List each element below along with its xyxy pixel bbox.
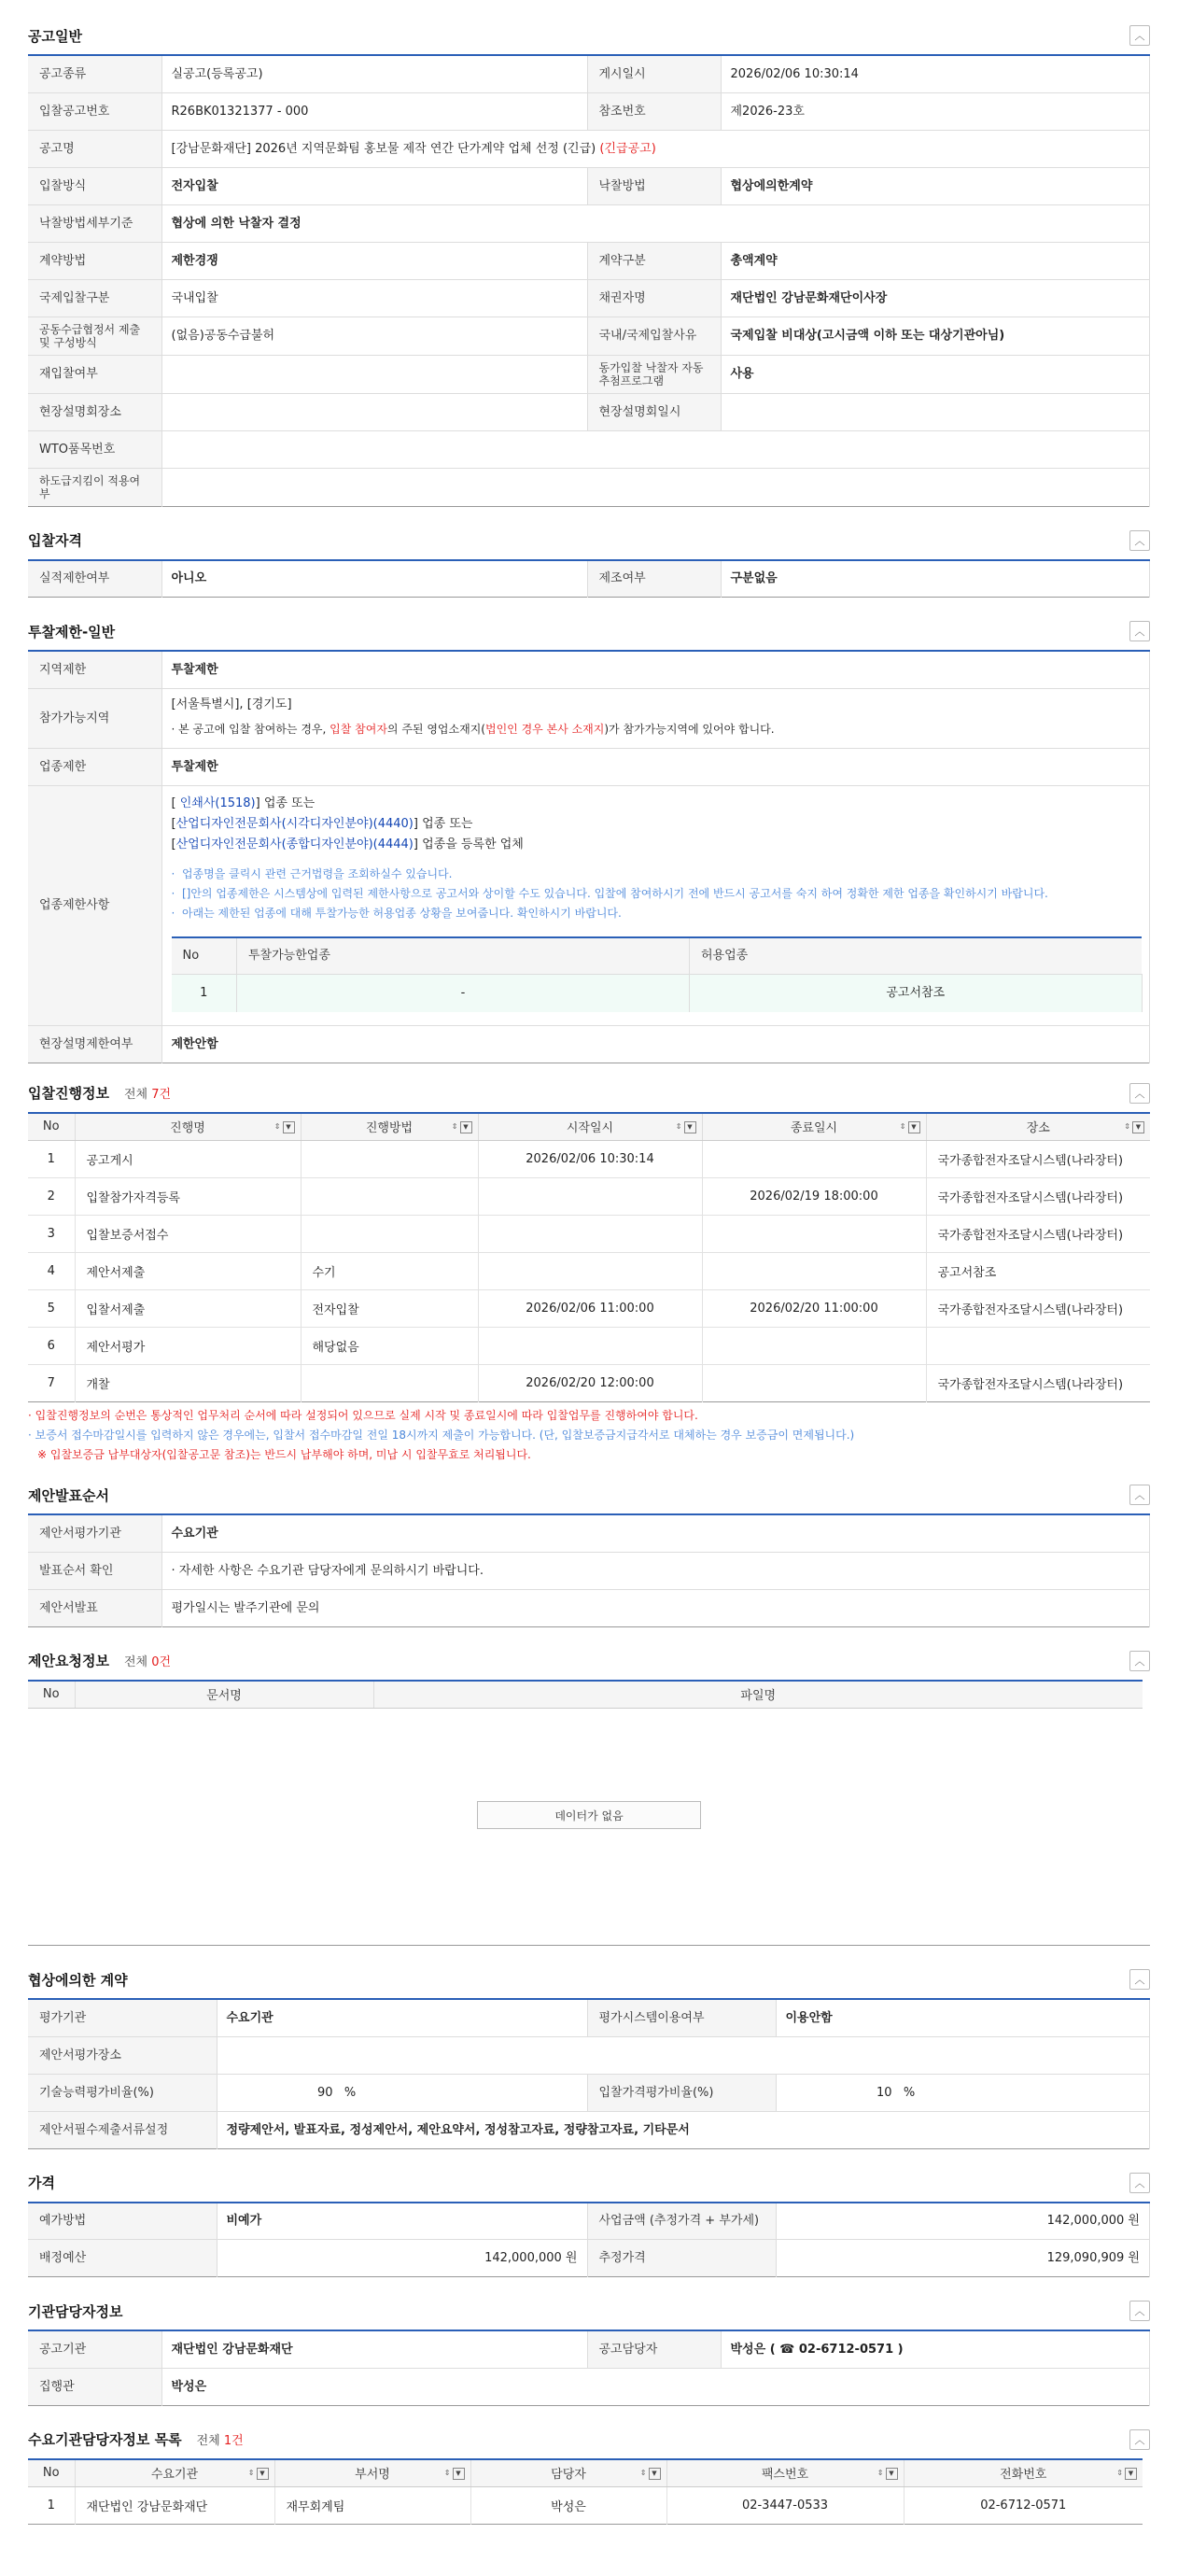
cell (301, 1216, 478, 1253)
label: 업종제한 (28, 748, 161, 785)
industry-suffix: 업종 또는 (422, 816, 473, 831)
sort-icon[interactable]: ⇕ ▼ (877, 2468, 898, 2480)
restriction-table (28, 650, 1150, 1063)
column-header: 허용업종 (690, 937, 1143, 975)
cell: 국가종합전자조달시스템(나라장터) (926, 1216, 1150, 1253)
tech-ratio-value: 90 (316, 2085, 333, 2100)
label: 공고종류 (28, 55, 161, 92)
count-prefix: 전체 (196, 2434, 220, 2448)
cell (702, 1253, 926, 1290)
label: WTO품목번호 (28, 430, 161, 468)
subpay (161, 468, 1150, 506)
label: 입찰방식 (28, 167, 161, 204)
wto-number (161, 430, 1150, 468)
sort-icon[interactable]: ⇕ ▼ (1124, 1121, 1144, 1133)
price-section (28, 2170, 1150, 2278)
demand-title-text: 수요기관담당자정보 목록 (28, 2431, 182, 2448)
cell: 2026/02/06 10:30:14 (478, 1141, 702, 1178)
header-label: No (42, 2466, 60, 2481)
urgent-badge: (긴급공고) (599, 141, 656, 156)
industry-limit: 투찰제한 (161, 748, 1150, 785)
rebid (161, 355, 587, 393)
cell: 입찰보증서접수 (75, 1216, 301, 1253)
restriction-title: 투찰제한-일반 (28, 623, 116, 640)
column-header: No (28, 1681, 75, 1709)
count-prefix: 전체 (123, 1655, 148, 1669)
table-row (28, 1141, 1150, 1178)
area-note: · 본 공고에 입찰 참여하는 경우, 입찰 참여자의 주된 영업소재지(법인인 경우 본사 소재지)가 참가가능지역에 있어야 합니다. (171, 723, 775, 736)
restriction-section (28, 618, 1150, 1063)
cell: 공고서참조 (690, 975, 1143, 1012)
progress-title (28, 1083, 171, 1103)
label: 발표순서 확인 (28, 1552, 161, 1589)
contract-method: 제한경쟁 (161, 242, 587, 279)
column-header: 투찰가능한업종 (237, 937, 690, 975)
note: 보증서 접수마감일시를 입력하지 않은 경우에는, 입찰서 접수마감일 전일 18시까지 제출이 가능합니다. (단, 입찰보증금지급각서로 대체하는 경우 보증금이 면제됩니다.) (35, 1429, 855, 1442)
label: 계약구분 (587, 242, 721, 279)
cell: 전자입찰 (301, 1290, 478, 1328)
cell: 1 (172, 975, 237, 1012)
label: 게시일시 (587, 55, 721, 92)
request-section (28, 1648, 1150, 1947)
cell: 제안서평가 (75, 1328, 301, 1365)
cell: 국가종합전자조달시스템(나라장터) (926, 1178, 1150, 1216)
unit: % (344, 2085, 357, 2100)
header-label: No (42, 1119, 60, 1134)
qualification-table (28, 559, 1150, 598)
collapse-icon[interactable]: ︿ (1129, 2173, 1150, 2193)
cell (702, 1328, 926, 1365)
table-row (28, 1290, 1150, 1328)
tip: []안의 업종제한은 시스템상에 입력된 제한사항으로 공고서와 상이할 수도 있습니다. 입찰에 참여하시기 전에 반드시 공고서를 숙지 하여 정확한 제한 업종을 확인하시기 바랍니다. (181, 886, 1048, 900)
column-header: 파일명 (373, 1681, 1143, 1709)
cell: 공고서참조 (926, 1253, 1150, 1290)
cell (301, 1365, 478, 1402)
label: 현장설명회장소 (28, 393, 161, 430)
cell (478, 1328, 702, 1365)
demand-title (28, 2429, 244, 2449)
label: 제조여부 (587, 560, 721, 598)
industry-suffix: 업종 또는 (263, 795, 316, 810)
eval-org: 수요기관 (161, 1514, 1150, 1552)
cell: 공고게시 (75, 1141, 301, 1178)
project-amount: 142,000,000 원 (776, 2203, 1150, 2240)
presentation-info: 평가일시는 발주기관에 문의 (161, 1589, 1150, 1626)
demand-count (197, 2434, 244, 2448)
note: ※ 입찰보증금 납부대상자(입찰공고문 참조)는 반드시 납부해야 하며, 미납 시 입찰무효로 처리됩니다. (37, 1448, 531, 1461)
label: 공고명 (28, 130, 161, 167)
count-value: 7건 (151, 1088, 172, 1102)
unit: % (903, 2085, 916, 2100)
label: 낙찰방법 (587, 167, 721, 204)
note-text: 본 공고에 입찰 참여하는 경우, (178, 723, 330, 736)
header-label: 담당자 (551, 2468, 586, 2483)
sort-icon[interactable]: ⇕ ▼ (274, 1121, 295, 1133)
column-header (28, 2459, 75, 2487)
progress-table (28, 1112, 1150, 1403)
label: 공고담당자 (587, 2330, 721, 2368)
progress-notes: · 입찰진행정보의 순번은 통상적인 업무처리 순서에 따라 설정되어 있으므로 실제 시작 및 종료일시에 따라 입찰업무를 진행하여야 합니다. · 보증서 접수마감일시를 입력하지 않은 경우에는, 입찰서 접수마감일 전일 18시까지 제출이 가능합니다. (단, 입찰보증금지급각서로 대체하는 경우 보증금이 면제됩니다.) ※ 입찰보증금 납부대상자(입찰공고문 참조)는 반드시 납부해야 하며, 미납 시 입찰무효로 처리됩니다. (28, 1409, 855, 1461)
cell: 개찰 (75, 1365, 301, 1402)
cell: 4 (28, 1253, 75, 1290)
intl-type: 국내입찰 (161, 279, 587, 317)
eval-org: 수요기관 (217, 1999, 587, 2036)
label: 채권자명 (587, 279, 721, 317)
label: 낙찰방법세부기준 (28, 204, 161, 242)
contact-person: 박성은 ( ☎ 02-6712-0571 ) (721, 2330, 1150, 2368)
cell: 입찰참가자격등록 (75, 1178, 301, 1216)
label: 현장설명제한여부 (28, 1025, 161, 1063)
label: 제안서평가장소 (28, 2036, 217, 2074)
column-header: No (172, 937, 237, 975)
cell (478, 1216, 702, 1253)
cell: 2026/02/20 12:00:00 (478, 1365, 702, 1402)
collapse-icon[interactable]: ︿ (1129, 530, 1150, 551)
site-date (721, 393, 1150, 430)
note-text: )가 참가가능지역에 있어야 합니다. (604, 723, 775, 736)
cell: 수기 (301, 1253, 478, 1290)
label: 제안서필수제출서류설정 (28, 2111, 217, 2148)
label: 계약방법 (28, 242, 161, 279)
cell (478, 1178, 702, 1216)
count-prefix: 전체 (123, 1088, 148, 1102)
request-title-text: 제안요청정보 (28, 1653, 109, 1669)
negotiation-title: 협상에의한 계약 (28, 1971, 128, 1989)
contact-title: 기관담당자정보 (28, 2302, 123, 2320)
collapse-icon[interactable]: ︿ (1129, 1485, 1150, 1505)
tech-ratio (217, 2074, 587, 2111)
cell: 02-6712-0571 (904, 2487, 1143, 2525)
column-header[interactable] (904, 2459, 1143, 2487)
posted-date: 2026/02/06 10:30:14 (721, 55, 1150, 92)
table-row (28, 2487, 1143, 2525)
cell: 재무회계팀 (274, 2487, 470, 2525)
order-note: · 자세한 사항은 수요기관 담당자에게 문의하시기 바랍니다. (161, 1552, 1150, 1589)
qualification-section (28, 528, 1150, 598)
cell (702, 1141, 926, 1178)
intl-reason: 국제입찰 비대상(고시금액 이하 또는 대상기관아님) (721, 317, 1150, 355)
cell: 해당없음 (301, 1328, 478, 1365)
column-header[interactable] (926, 1113, 1150, 1141)
collapse-icon[interactable]: ︿ (1129, 621, 1150, 641)
reference-number: 제2026-23호 (721, 92, 1150, 130)
sort-icon[interactable]: ⇕ ▼ (676, 1121, 696, 1133)
request-body (28, 1709, 1150, 1946)
label: 국내/국제입찰사유 (587, 317, 721, 355)
budget: 142,000,000 원 (217, 2240, 587, 2277)
header-label: 진행명 (170, 1121, 205, 1136)
header-label: 팩스번호 (761, 2468, 809, 2483)
price-ratio-value: 10 (876, 2085, 892, 2100)
executor: 박성은 (161, 2368, 1150, 2405)
presentation-table (28, 1513, 1150, 1627)
collapse-icon[interactable]: ︿ (1129, 1651, 1150, 1671)
note-text: 의 주된 영업소재지( (386, 723, 485, 736)
note: 입찰진행정보의 순번은 통상적인 업무처리 순서에 따라 설정되어 있으므로 실제 시작 및 종료일시에 따라 입찰업무를 진행하여야 합니다. (35, 1409, 698, 1422)
header-label: 시작일시 (566, 1121, 614, 1136)
cell: 2026/02/20 11:00:00 (702, 1290, 926, 1328)
cell: 6 (28, 1328, 75, 1365)
cell (301, 1178, 478, 1216)
label: 현장설명회일시 (587, 393, 721, 430)
header-label: 전화번호 (1000, 2468, 1047, 2483)
general-table (28, 54, 1150, 507)
label: 평가기관 (28, 1999, 217, 2036)
label: 참조번호 (587, 92, 721, 130)
bid-method: 전자입찰 (161, 167, 587, 204)
table-row (28, 1253, 1150, 1290)
cell (702, 1216, 926, 1253)
filter-icon[interactable]: ▼ (283, 1121, 295, 1133)
cell: 2026/02/06 11:00:00 (478, 1290, 702, 1328)
progress-count (124, 1088, 171, 1102)
sort-icon[interactable]: ⇕ ▼ (640, 2468, 661, 2480)
sort-icon[interactable]: ⇕ ▼ (248, 2468, 269, 2480)
header-label: 종료일시 (790, 1121, 838, 1136)
column-header (28, 1113, 75, 1141)
table-row (28, 1178, 1150, 1216)
cell: 재단법인 강남문화재단 (75, 2487, 274, 2525)
demand-section (28, 2427, 1150, 2526)
bid-number: R26BK01321377 - 000 (161, 92, 587, 130)
label: 국제입찰구분 (28, 279, 161, 317)
filter-icon[interactable]: ▼ (649, 2468, 661, 2480)
cell: 국가종합전자조달시스템(나라장터) (926, 1141, 1150, 1178)
column-header[interactable] (301, 1113, 478, 1141)
filter-icon[interactable]: ▼ (908, 1121, 920, 1133)
filter-icon[interactable]: ▼ (460, 1121, 472, 1133)
cell (702, 1365, 926, 1402)
price-ratio (776, 2074, 1150, 2111)
header-label: 부서명 (355, 2468, 390, 2483)
cell: 2 (28, 1178, 75, 1216)
column-header[interactable] (75, 1113, 301, 1141)
table-row (28, 1328, 1150, 1365)
request-count (124, 1655, 171, 1669)
sort-icon[interactable]: ⇕ ▼ (1116, 2468, 1137, 2480)
estimated-price: 129,090,909 원 (776, 2240, 1150, 2277)
area-value: [서울특별시], [경기도] (171, 697, 292, 711)
collapse-icon[interactable]: ︿ (1129, 1083, 1150, 1104)
announce-name-text: [강남문화재단] 2026년 지역문화팀 홍보물 제작 연간 단가계약 업체 선정 (긴급) (171, 141, 596, 156)
note-highlight: 법인인 경우 본사 소재지 (484, 723, 605, 736)
tip: 업종명을 클릭시 관련 근거법령을 조회하실수 있습니다. (181, 866, 453, 880)
count-value: 0건 (151, 1655, 172, 1669)
label: 기술능력평가비율(%) (28, 2074, 217, 2111)
eval-place (217, 2036, 1150, 2074)
industry-suffix: 업종을 등록한 업체 (422, 837, 524, 852)
industry-link[interactable]: 인쇄사(1518) (179, 795, 256, 810)
column-header[interactable] (75, 2459, 274, 2487)
announce-name (161, 130, 1150, 167)
contract-type: 총액계약 (721, 242, 1150, 279)
site-limit: 제한안함 (161, 1025, 1150, 1063)
contact-table (28, 2330, 1150, 2406)
cell: 5 (28, 1290, 75, 1328)
cell: 국가종합전자조달시스템(나라장터) (926, 1365, 1150, 1402)
cell: 02-3447-0533 (666, 2487, 904, 2525)
award-method: 협상에의한계약 (721, 167, 1150, 204)
header-label: 수요기관 (150, 2468, 199, 2483)
label: 집행관 (28, 2368, 161, 2405)
cell: 2026/02/19 18:00:00 (702, 1178, 926, 1216)
header-label: 진행방법 (365, 1121, 414, 1136)
label: 제안서평가기관 (28, 1514, 161, 1552)
header-label: 장소 (1026, 1121, 1050, 1136)
sort-icon[interactable]: ⇕ ▼ (444, 2468, 465, 2480)
request-table (28, 1680, 1143, 1710)
label: 입찰가격평가비율(%) (587, 2074, 776, 2111)
industry-link[interactable]: 산업디자인전문회사(종합디자인분야)(4444) (175, 837, 414, 852)
presentation-section (28, 1482, 1150, 1627)
label: 추정가격 (587, 2240, 776, 2277)
label: 공고기관 (28, 2330, 161, 2368)
manufacturer: 구분없음 (721, 560, 1150, 598)
progress-title-text: 입찰진행정보 (28, 1085, 109, 1102)
price-table (28, 2202, 1150, 2278)
cell: 1 (47, 2499, 55, 2513)
label: 지역제한 (28, 651, 161, 688)
label: 하도급지킴이 적용여부 (28, 468, 161, 506)
negotiation-section (28, 1966, 1150, 2149)
allowed-industry-table (172, 936, 1143, 1012)
column-header[interactable] (702, 1113, 926, 1141)
industry-link[interactable]: 산업디자인전문회사(시각디자인분야)(4440) (175, 816, 414, 831)
column-header[interactable] (274, 2459, 470, 2487)
cell: 박성은 (470, 2487, 666, 2525)
label: 업종제한사항 (28, 785, 161, 1025)
sort-icon[interactable]: ⇕ ▼ (900, 1121, 920, 1133)
request-title (28, 1651, 171, 1670)
general-section (28, 22, 1150, 507)
order-text: 자세한 사항은 수요기관 담당자에게 문의하시기 바랍니다. (178, 1563, 484, 1578)
column-header[interactable] (470, 2459, 666, 2487)
column-header: 문서명 (75, 1681, 373, 1709)
estimate-method: 비예가 (217, 2203, 587, 2240)
creditor: 재단법인 강남문화재단이사장 (721, 279, 1150, 317)
cell: 3 (28, 1216, 75, 1253)
collapse-icon[interactable]: ︿ (1129, 2429, 1150, 2450)
cell: 1 (28, 1141, 75, 1178)
price-title: 가격 (28, 2175, 55, 2191)
label: 공동수급협정서 제출 및 구성방식 (28, 317, 161, 355)
award-detail: 협상에 의한 낙찰자 결정 (161, 204, 1150, 242)
column-header[interactable] (478, 1113, 702, 1141)
collapse-icon[interactable]: ︿ (1129, 2301, 1150, 2321)
demand-table (28, 2458, 1143, 2526)
table-row (28, 1216, 1150, 1253)
cell (926, 1328, 1150, 1365)
label: 참가가능지역 (28, 688, 161, 748)
presentation-title: 제안발표순서 (28, 1486, 109, 1504)
required-docs: 정량제안서, 발표자료, 정성제안서, 제안요약서, 정성참고자료, 정량참고자료, 기타문서 (217, 2111, 1150, 2148)
collapse-icon[interactable]: ︿ (1129, 1969, 1150, 1990)
filter-icon[interactable]: ▼ (1132, 1121, 1144, 1133)
note-highlight: 입찰 참여자 (330, 723, 387, 736)
filter-icon[interactable]: ▼ (684, 1121, 696, 1133)
label: 실적제한여부 (28, 560, 161, 598)
label: 예가방법 (28, 2203, 217, 2240)
label: 입찰공고번호 (28, 92, 161, 130)
column-header[interactable] (666, 2459, 904, 2487)
negotiation-table (28, 1998, 1150, 2149)
announce-type: 실공고(등록공고) (161, 55, 587, 92)
tip-list: · 업종명을 클릭시 관련 근거법령을 조회하실수 있습니다. · []안의 업종제한은 시스템상에 입력된 제한사항으로 공고서와 상이할 수도 있습니다. 입찰에 참여하시기 전에 반드시 공고서를 숙지 하여 정확한 제한 업종을 확인하시기 바랍니다. · 아래는 제한된 업종에 대해 투찰가능한 허용업종 상황을 보여줍니다. 확인하시기 바랍니다. (171, 866, 1048, 920)
progress-section (28, 1080, 1150, 1466)
label: 동가입찰 낙찰자 자동추첨프로그램 (587, 355, 721, 393)
count-value: 1건 (223, 2434, 244, 2448)
cell: 입찰서제출 (75, 1290, 301, 1328)
filter-icon[interactable]: ▼ (257, 2468, 269, 2480)
label: 제안서발표 (28, 1589, 161, 1626)
industry-detail: [ 인쇄사(1518)] 업종 또는 [산업디자인전문회사(시각디자인분야)(4440)] 업종 또는 [산업디자인전문회사(종합디자인분야)(4444)] 업종을 등록한 업체 · 업종명을 클릭시 관련 근거법령을 조회하실수 있습니다. · []안의 업종제한은 시스템상에 입력된 제한사항으로 공고서와 상이할 수도 있습니다. 입찰에 참여하시기 전에 반드시 공고서를 숙지 하여 정확한 제한 업종을 확인하시기 바랍니다. · 아래는 제한된 업종에 대해 투찰가능한 허용업종 상황을 보여줍니다. 확인하시기 바랍니다. No 투찰가능한업종 허용업종 1 - 공고서참조 (161, 785, 1150, 1025)
general-title: 공고일반 (28, 27, 82, 45)
no-data-message: 데이터가 없음 (477, 1801, 701, 1829)
collapse-icon[interactable]: ︿ (1129, 25, 1150, 46)
site-place (161, 393, 587, 430)
filter-icon[interactable]: ▼ (1125, 2468, 1137, 2480)
performance-limit: 아니오 (161, 560, 587, 598)
tip: 아래는 제한된 업종에 대해 투찰가능한 허용업종 상황을 보여줍니다. 확인하시기 바랍니다. (181, 906, 622, 920)
label: 사업금액 (추정가격 + 부가세) (587, 2203, 776, 2240)
cell (301, 1141, 478, 1178)
announce-org: 재단법인 강남문화재단 (161, 2330, 587, 2368)
table-row (28, 1365, 1150, 1402)
cell: 7 (47, 1376, 55, 1390)
sort-icon[interactable]: ⇕ ▼ (452, 1121, 472, 1133)
cell (478, 1253, 702, 1290)
cell: 국가종합전자조달시스템(나라장터) (926, 1290, 1150, 1328)
region-limit: 투찰제한 (161, 651, 1150, 688)
label: 평가시스템이용여부 (587, 1999, 776, 2036)
cell: 제안서제출 (75, 1253, 301, 1290)
cell: - (237, 975, 690, 1012)
filter-icon[interactable]: ▼ (886, 2468, 898, 2480)
label: 재입찰여부 (28, 355, 161, 393)
qualification-title: 입찰자격 (28, 532, 82, 549)
joint-method: (없음)공동수급불허 (161, 317, 587, 355)
filter-icon[interactable]: ▼ (453, 2468, 465, 2480)
eval-system: 이용안함 (776, 1999, 1150, 2036)
label: 배정예산 (28, 2240, 217, 2277)
auto-draw: 사용 (721, 355, 1150, 393)
contact-section (28, 2298, 1150, 2406)
allowed-area (161, 688, 1150, 748)
